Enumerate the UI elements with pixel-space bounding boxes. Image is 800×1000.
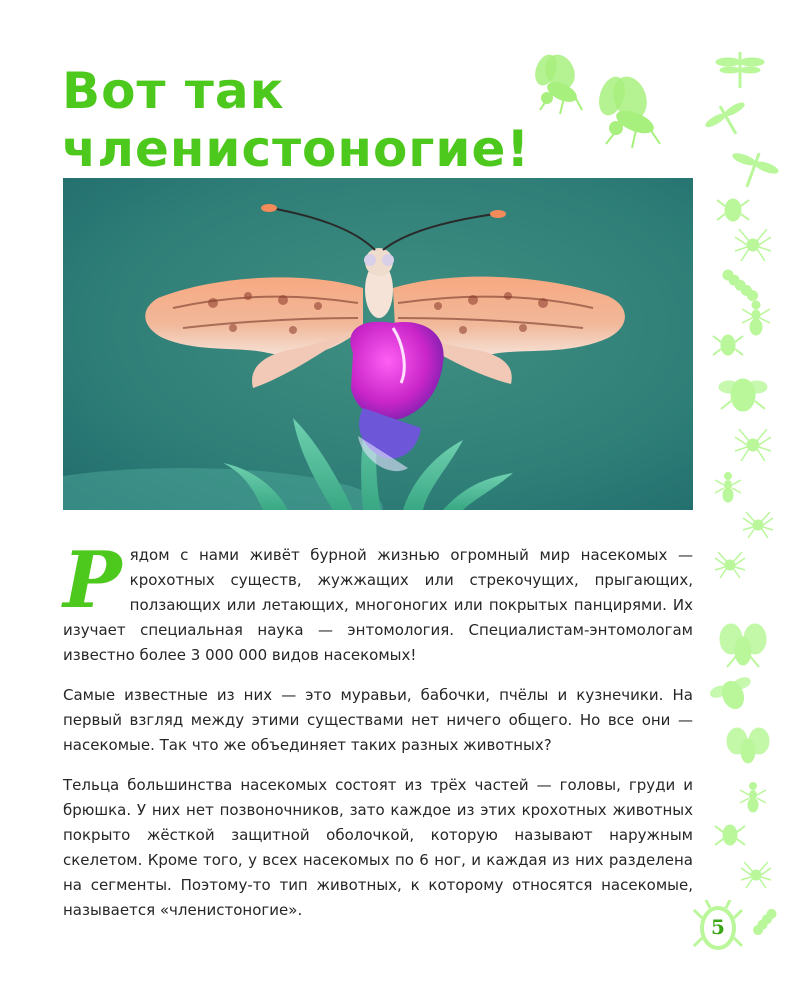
insect-side-decoration [698,45,798,980]
bee-icon [708,675,757,716]
spider-icon [715,552,745,578]
paragraph-1-text: ядом с нами живёт бурной жизнью огромный мир насекомых — крохотных существ, жужжащих или стрекочущих, прыгающих, ползающих или летающих, многоногих или покрытых панцирями. Их изучает специальная наука — энтомология. Специалистам-энтомологам известно более 3 000 000 видов насекомых! [63,546,693,664]
spider-icon [743,512,773,538]
beetle-icon [717,199,749,221]
ant-icon [742,301,770,335]
title-line-2: членистоногие! [62,120,531,178]
fly-icon [727,728,769,763]
paragraph-1 [63,535,693,668]
beetle-icon [715,825,745,845]
title-line-1: Вот так [62,62,285,120]
fly-icon [531,50,582,114]
ant-icon [740,783,766,813]
spider-icon [735,229,771,261]
beetle-icon [713,335,743,355]
dragonfly-icon [701,95,755,145]
spider-icon [741,862,771,888]
paragraph-3: Тельца большинства насекомых состоят из трёх частей — головы, груди и брюшка. У них нет позвоночников, зато каждое из этих крохотных животных покрыто жёсткой защитной оболочкой, которую называют наружным скелетом. Кроме того, у всех насекомых по 6 ног, и каждая из них разделена на сегменты. Поэтому-то тип животных, к которому относятся насекомые, называется «членистоногие». [63,776,693,919]
page-title [62,62,532,178]
paragraph-2: Самые известные из них — это муравьи, бабочки, пчёлы и кузнечики. На первый взгляд между этими существами нет ничего общего. Но все они — насекомые. Так что же объединяет таких разных животных? [63,686,693,754]
spider-icon [735,429,771,461]
fly-icon [720,624,766,667]
drop-cap: Р [63,535,122,626]
caterpillar-icon [752,908,778,937]
dragonfly-icon [716,52,764,88]
butterfly-photo [63,178,693,510]
bee-icon [719,379,767,411]
article-body [63,535,693,938]
page-number [692,900,744,952]
page-number-text: 5 [711,915,725,939]
corner-flies-decoration [520,40,680,150]
caterpillar-icon [721,268,760,303]
fly-icon [594,72,660,148]
ant-icon [715,473,741,503]
dragonfly-icon [724,145,781,195]
